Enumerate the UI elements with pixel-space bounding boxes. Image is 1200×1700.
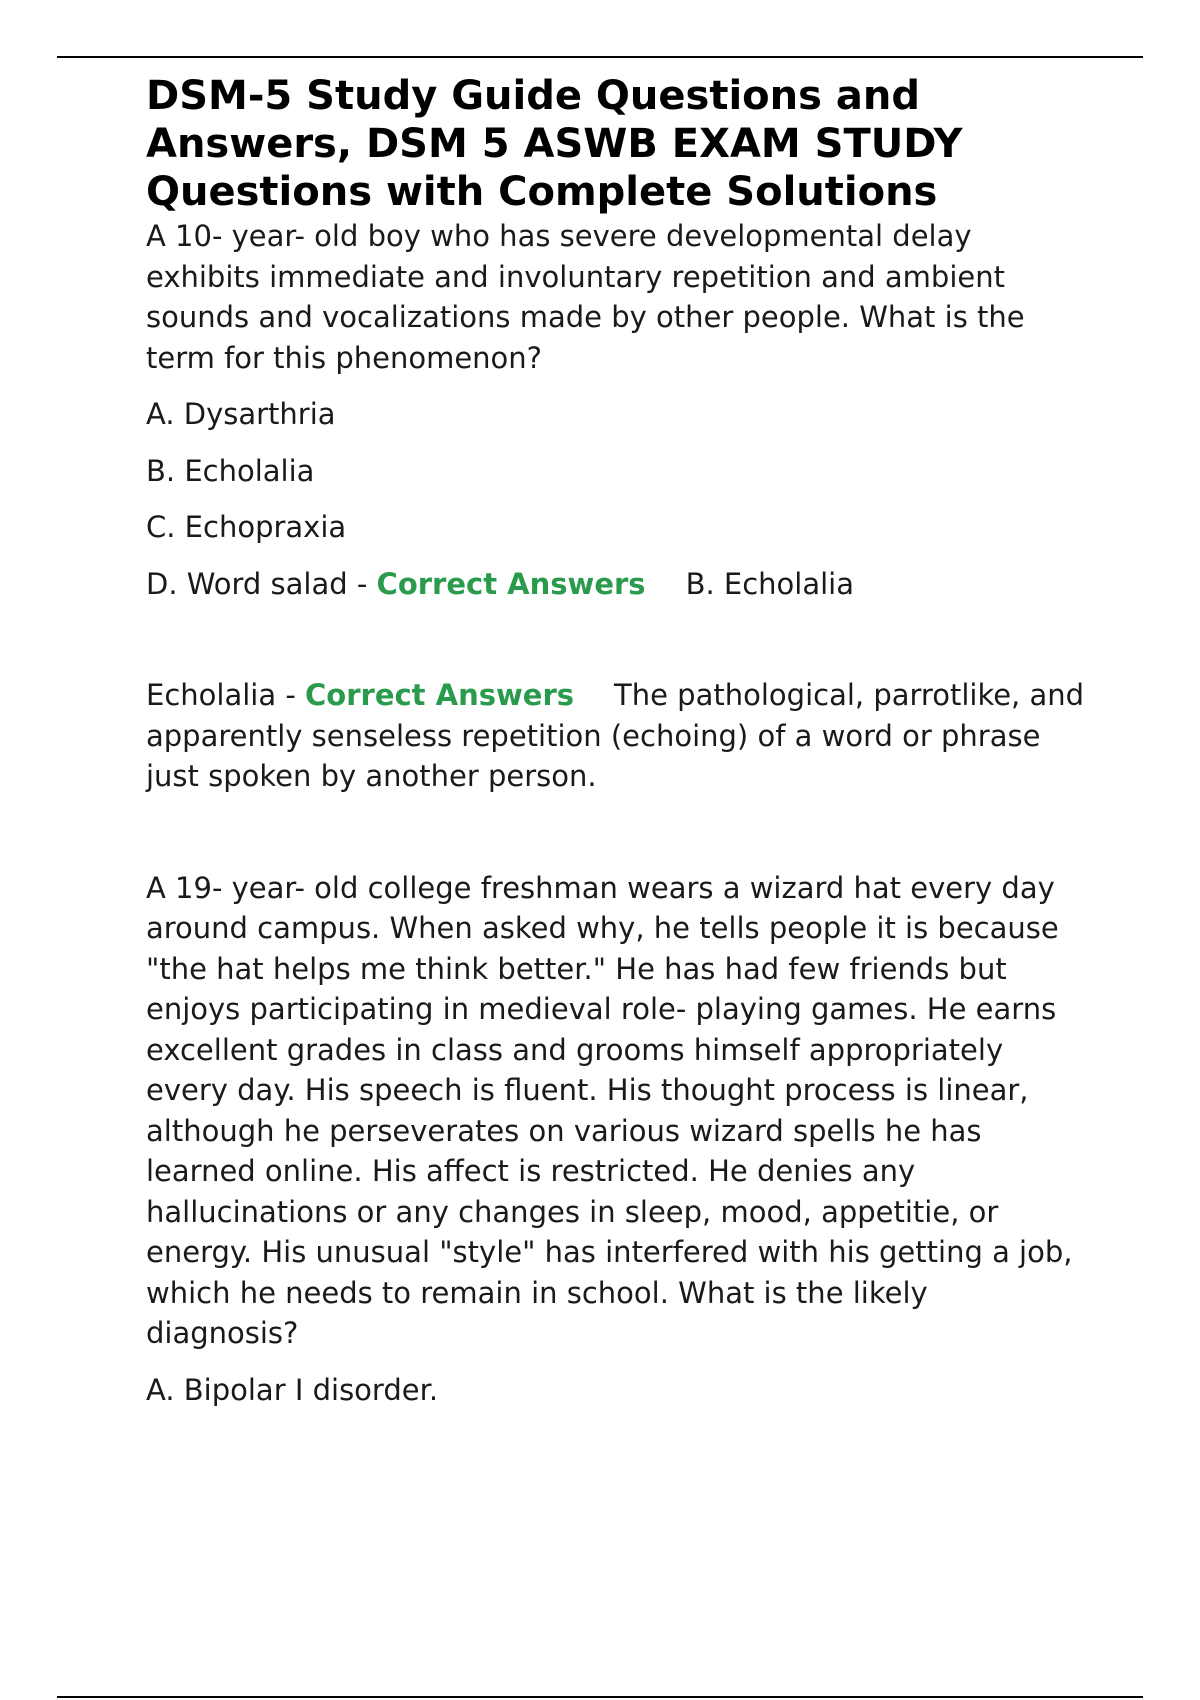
correct-answers-label: Correct Answers	[376, 566, 646, 601]
correct-answers-label: Correct Answers	[305, 678, 575, 712]
document-body	[146, 72, 1086, 1410]
question-2-stem: A 19- year- old college freshman wears a wizard hat every day around campus. When asked why, he tells people it is because "the hat helps me think better." He has had few friends but enjoys participating in medieval role- playing games. He earns excellent grades in class and grooms himself appropriately every day. His speech is fluent. His thought process is linear, although he perseverates on various wizard spells he has learned online. His affect is restricted. He denies any hallucinations or any changes in sleep, mood, appetitie, or energy. His unusual "style" has interfered with his getting a job, which he needs to remain in school. What is the likely diagnosis?	[146, 870, 1073, 1350]
definition-term: Echolalia -	[146, 678, 306, 712]
question-1-answer: B. Echolalia	[685, 566, 854, 601]
question-1-stem: A 10- year- old boy who has severe developmental delay exhibits immediate and involuntary repetition and ambient sounds and vocalizations made by other people. What is the term for this phenomenon?	[146, 219, 1025, 375]
question-1-option-c: C. Echopraxia	[146, 510, 347, 544]
question-1-option-a: A. Dysarthria	[146, 397, 336, 431]
question-2-option-a: A. Bipolar I disorder.	[146, 1372, 439, 1407]
document-title: DSM-5 Study Guide Questions and Answers, DSM 5 ASWB EXAM STUDY Questions with Complete Solutions	[146, 73, 963, 215]
top-rule	[57, 56, 1143, 58]
bottom-rule	[57, 1696, 1143, 1698]
question-1-option-d: D. Word salad -	[146, 566, 377, 601]
question-1-option-b: B. Echolalia	[146, 453, 315, 488]
definition-paragraph	[146, 675, 1086, 797]
question-1-option-d-line	[146, 564, 1086, 605]
definition-text: The pathological, parrotlike, and apparently senseless repetition (echoing) of a word or phrase just spoken by another person.	[146, 678, 1085, 793]
